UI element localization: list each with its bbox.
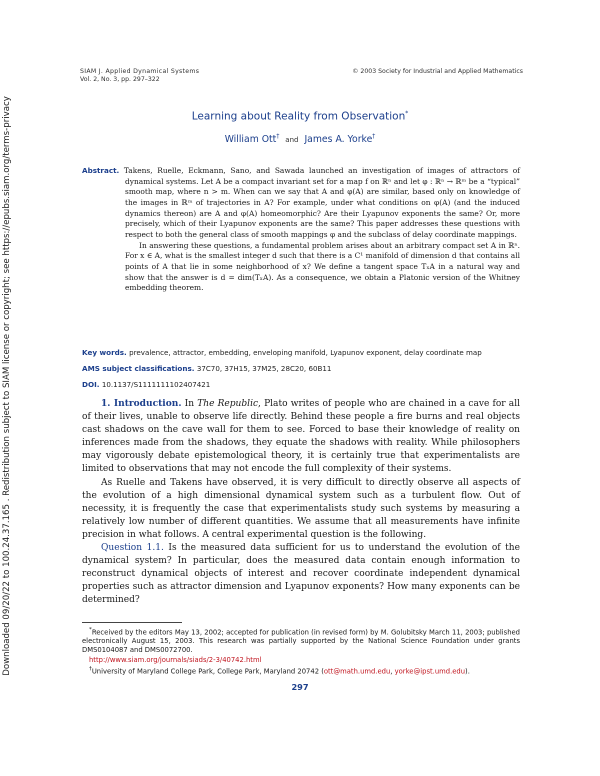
doi-label: DOI.	[82, 380, 100, 389]
keywords	[82, 348, 522, 357]
intro-text-b: , Plato writes of people who are chained in a cave for all of their lives, unable to observe life directly. Behind these people a fire burns and real objects cast shadows on the cave wall for them to see. Forced to base their knowledge of reality on inferences made from the shadows, they equate the shadows with reality. While philosophers may vigorously debate epistemological theory, it is certainly true that experimentalists are limited to observations that may not encode the full complexity of their systems.	[82, 399, 520, 475]
download-notice-text: Downloaded 09/20/22 to 100.24.37.165 . Redistribution subject to SIAM license or copyright; see https://epubs.siam.org/terms-privacy	[2, 96, 12, 676]
footnote-affiliation	[82, 665, 520, 676]
ams-value: 37C70, 37H15, 37M25, 28C20, 60B11	[196, 364, 332, 373]
author-footnote-mark[interactable]: †	[276, 133, 280, 140]
journal-header	[80, 68, 199, 83]
footnote-received-text: Received by the editors May 13, 2002; accepted for publication (in revised form) by M. Golubitsky March 11, 2003; published electronically August 15, 2003. This research was partially supported by the National Science Foundation under grants DMS0104087 and DMS0072700.	[82, 628, 520, 655]
author-footnote-mark-2[interactable]: †	[372, 133, 376, 140]
intro-text-a: In	[184, 399, 198, 409]
affiliation-end: ).	[465, 666, 470, 675]
download-notice-sidebar	[0, 96, 14, 676]
book-title: The Republic	[197, 399, 259, 409]
paper-title-text: Learning about Reality from Observation	[191, 110, 406, 123]
title-footnote-mark[interactable]: *	[405, 110, 409, 117]
abstract-paragraph-1	[82, 166, 520, 241]
abstract-paragraph-2: In answering these questions, a fundamental problem arises about an arbitrary compact set A in ℝⁿ. For x ∈ A, what is the smallest integer d such that there is a C¹ manifold of dimension d that contains all points of A that lie in some neighborhood of x? We define a tangent space TₓA in a natural way and show that the answer is d = dim(TₓA). As a consequence, we obtain a Platonic version of the Whitney embedding theorem.	[125, 240, 520, 293]
author-ott: William Ott	[224, 134, 277, 146]
page-number: 297	[291, 682, 309, 692]
footnote-received	[82, 626, 520, 656]
main-text	[82, 398, 520, 608]
abstract-label: Abstract.	[82, 166, 120, 175]
paper-title	[0, 110, 600, 123]
author-conjunction: and	[285, 136, 299, 145]
footnote-url-line	[82, 656, 520, 665]
journal-name: SIAM J. Applied Dynamical Systems	[80, 68, 200, 75]
copyright-notice: © 2003 Society for Industrial and Applied Mathematics	[352, 68, 523, 75]
author-line	[0, 133, 600, 145]
intro-paragraph-1	[82, 398, 520, 477]
question-text: Is the measured data sufficient for us to understand the evolution of the dynamical system? In particular, does the measured data contain enough information to reconstruct dynamical objects of interest and recover coordinate independent dynamical properties such as attractor dimension and Lyapunov exponents? How many exponents can be determined?	[82, 543, 520, 606]
doi	[82, 380, 522, 389]
question-label[interactable]: Question 1.1.	[101, 543, 164, 554]
email-yorke-link[interactable]: yorke@ipst.umd.edu	[394, 666, 466, 675]
doi-value[interactable]: 10.1137/S1111111102407421	[101, 380, 211, 389]
abstract-text-1: Takens, Ruelle, Eckmann, Sano, and Sawada launched an investigation of images of attractors of dynamical systems. Let A be a compact invariant set for a map f on ℝⁿ and let φ : ℝⁿ → ℝᵐ be a “typical” smooth map, where n > m. When can we say that A and φ(A) are similar, based only on knowledge of the images in ℝᵐ of trajectories in A? For example, under what conditions on φ(A) (and the induced dynamics thereon) are A and φ(A) homeomorphic? Are their Lyapunov exponents the same? Or, more precisely, which of their Lyapunov exponents are the same? This paper addresses these questions with respect to both the general class of smooth mappings φ and the subclass of delay coordinate mappings.	[123, 166, 520, 239]
author-yorke: James A. Yorke	[304, 134, 373, 146]
intro-paragraph-2: As Ruelle and Takens have observed, it is very difficult to directly observe all aspects of the evolution of a high dimensional dynamical system such as a turbulent flow. Out of necessity, it is frequently the case that experimentalists study such systems by measuring a relatively low number of different quantities. We assume that all measurements have infinite precision in what follows. A central experimental question is the following.	[82, 477, 520, 540]
journal-volume: Vol. 2, No. 3, pp. 297–322	[80, 75, 160, 83]
keywords-value: prevalence, attractor, embedding, enveloping manifold, Lyapunov exponent, delay coordinate map	[129, 348, 482, 357]
email-ott-link[interactable]: ott@math.umd.edu	[323, 666, 391, 675]
question-1-1	[82, 542, 520, 607]
footnote-star: *	[89, 627, 92, 633]
affiliation-text: University of Maryland College Park, College Park, Maryland 20742 (	[91, 666, 324, 675]
abstract	[82, 166, 520, 294]
footnotes	[82, 626, 520, 676]
footnote-divider	[82, 622, 182, 623]
ams-label: AMS subject classifications.	[82, 364, 195, 373]
ams-classifications	[82, 364, 522, 373]
email-separator: ,	[390, 666, 395, 675]
section-heading: 1. Introduction.	[101, 399, 182, 409]
footnote-dagger: †	[89, 665, 92, 672]
journal-url-link[interactable]: http://www.siam.org/journals/siads/2-3/40742.html	[89, 655, 262, 664]
keywords-label: Key words.	[82, 348, 127, 357]
